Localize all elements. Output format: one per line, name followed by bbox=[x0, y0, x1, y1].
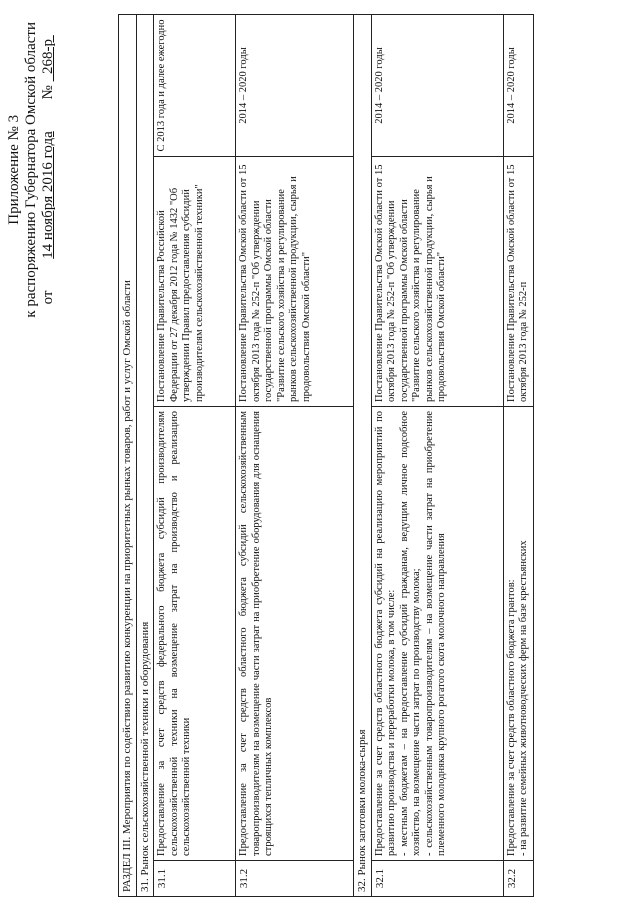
appendix-number: Приложение № 3 bbox=[6, 114, 22, 225]
table-row bbox=[154, 14, 236, 896]
measure-description bbox=[503, 407, 533, 861]
measure-description bbox=[371, 407, 503, 861]
subsection-title-31: 31. Рынок сельскохозяйственной техники и оборудования bbox=[136, 14, 154, 896]
order-number: 268-р bbox=[40, 38, 56, 74]
from-label: от bbox=[40, 290, 56, 305]
legal-basis: Постановление Правительства Российской Федерации от 27 декабря 2012 года № 1432 "Об утверждении Правил предоставления субсидий производителям сельскохозяйственной техники" bbox=[154, 157, 236, 407]
table-row bbox=[236, 14, 354, 896]
legal-basis: Постановление Правительства Омской области от 15 октября 2013 года № 252-п "Об утверждении государственной программы Омской области "Развитие сельского хозяйства и регулирование рынков сельскохозяйственной продукции, сырья и продовольствия Омской области" bbox=[236, 157, 354, 407]
row-number: 31.2 bbox=[236, 861, 354, 897]
measures-table bbox=[118, 14, 534, 897]
description-line: Предоставление за счет средств областного бюджета субсидий на реализацию мероприятий по развитию производства и переработки молока, в том числе: bbox=[373, 411, 397, 856]
implementation-period: 2014 – 2020 годы bbox=[236, 14, 354, 156]
subsection-title-32: 32. Рынок заготовки молока-сырья bbox=[354, 14, 372, 896]
measure-description: Предоставление за счет средств федерального бюджета субсидий производителям сельскохозяйственной техники на возмещение затрат на производство и реализацию сельскохозяйственной техники bbox=[154, 407, 236, 861]
description-line: - местным бюджетам – на предоставление субсидий гражданам, ведущим личное подсобное хозяйство, на возмещение части затрат по производству молока; bbox=[398, 411, 422, 856]
row-number: 32.1 bbox=[371, 861, 503, 897]
order-reference: к распоряжению Губернатора Омской области bbox=[23, 22, 39, 318]
table-row bbox=[371, 14, 503, 896]
section-title: РАЗДЕЛ III. Мероприятия по содействию развитию конкуренции на приоритетных рынках товаров, работ и услуг Омской области bbox=[119, 14, 137, 896]
order-date: 14 ноября 2016 года bbox=[40, 131, 56, 259]
row-number: 31.1 bbox=[154, 861, 236, 897]
description-line: - на развитие семейных животноводческих ферм на базе крестьянских bbox=[518, 540, 529, 856]
implementation-period: С 2013 года и далее ежегодно bbox=[154, 14, 236, 156]
implementation-period: 2014 – 2020 годы bbox=[371, 14, 503, 156]
subsection-row bbox=[136, 14, 154, 896]
document-header bbox=[6, 22, 57, 318]
description-line: Предоставление за счет средств областного бюджета грантов: bbox=[505, 579, 517, 856]
table-row bbox=[503, 14, 533, 896]
implementation-period: 2014 – 2020 годы bbox=[503, 14, 533, 156]
section-row bbox=[119, 14, 137, 896]
legal-basis: Постановление Правительства Омской области от 15 октября 2013 года № 252-п "Об утверждении государственной программы Омской области "Развитие сельского хозяйства и регулирование рынков сельскохозяйственной продукции, сырья и продовольствия Омской области" bbox=[371, 157, 503, 407]
number-label: № bbox=[40, 85, 56, 100]
row-number: 32.2 bbox=[503, 861, 533, 897]
measure-description: Предоставление за счет средств областного бюджета субсидий сельскохозяйственным товаропроизводителям на возмещение части затрат на приобретение оборудования для оснащения строящихся тепличных комплексов bbox=[236, 407, 354, 861]
subsection-row bbox=[354, 14, 372, 896]
legal-basis: Постановление Правительства Омской области от 15 октября 2013 года № 252-п bbox=[503, 157, 533, 407]
description-line: - сельскохозяйственным товаропроизводителям – на возмещение части затрат на приобретение племенного молодняка крупного рогатого скота молочного направления bbox=[423, 411, 447, 856]
date-line bbox=[40, 22, 57, 318]
